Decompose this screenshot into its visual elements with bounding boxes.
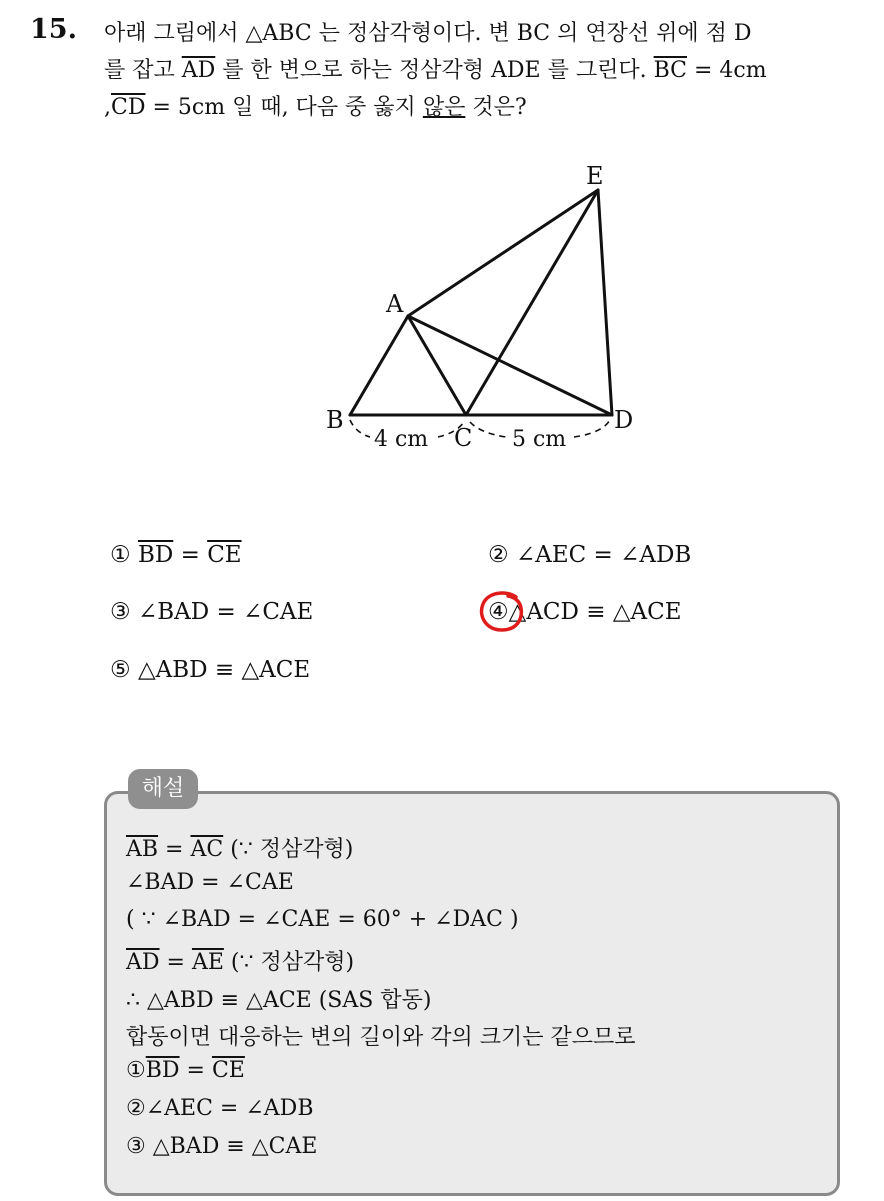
mark: ①	[126, 1058, 146, 1083]
text: 를 잡고	[104, 58, 182, 83]
choice-4-mark: ④	[488, 599, 509, 625]
choice-5[interactable]	[110, 657, 310, 683]
vertex-label-b: B	[326, 406, 344, 434]
text: 것은?	[465, 95, 527, 120]
equals: =	[179, 1058, 212, 1083]
text: ,	[104, 95, 111, 120]
reason: (∵ 정삼각형)	[223, 837, 354, 862]
dimension-label-cd: 5 cm	[512, 427, 567, 452]
segment-ad: $\overline{AD}$	[126, 950, 160, 975]
segment-ce: $\overline{CE}$	[211, 1058, 245, 1083]
dimension-curve-bc	[350, 420, 370, 437]
dimension-curve-cd	[574, 420, 610, 437]
question-line-1: 아래 그림에서 △ABC 는 정삼각형이다. 변 BC 의 연장선 위에 점 D	[104, 21, 752, 46]
equals: =	[159, 950, 192, 975]
choice-3[interactable]	[110, 599, 313, 625]
solution-line-2: ∠BAD = ∠CAE	[126, 870, 294, 895]
vertex-label-a: A	[386, 290, 404, 318]
triangle-figure	[310, 150, 650, 460]
question-line-3	[104, 90, 527, 121]
segment-cd: $\overline{CD}$	[111, 95, 146, 120]
solution-line-9: ③ △BAD ≡ △CAE	[126, 1134, 318, 1159]
segment-bd: $\overline{BD}$	[145, 1058, 180, 1083]
segment-bc: $\overline{BC}$	[653, 58, 688, 83]
choice-3-mark: ③	[110, 599, 131, 625]
solution-line-5: ∴ △ABD ≡ △ACE (SAS 합동)	[126, 988, 432, 1013]
vertex-label-c: C	[454, 424, 473, 452]
segment-ab	[350, 316, 408, 415]
choice-2-mark: ②	[488, 542, 509, 568]
solution-line-3: ( ∵ ∠BAD = ∠CAE = 60° + ∠DAC )	[126, 907, 519, 932]
choice-2[interactable]	[488, 542, 691, 568]
segment-ce: $\overline{CE}$	[207, 542, 242, 568]
question-line-2	[104, 53, 767, 84]
equals: =	[173, 542, 208, 568]
question-number: 15.	[30, 14, 77, 45]
dimension-label-bc: 4 cm	[374, 427, 429, 452]
segment-de	[598, 190, 612, 415]
solution-line-8: ②∠AEC = ∠ADB	[126, 1096, 314, 1121]
choice-1[interactable]	[110, 542, 242, 568]
segment-ae: $\overline{AE}$	[191, 950, 224, 975]
segment-ac: $\overline{AC}$	[190, 837, 224, 862]
text: 를 한 변으로 하는 정삼각형 ADE 를 그린다.	[215, 58, 654, 83]
choice-5-mark: ⑤	[110, 657, 131, 683]
choice-5-text: △ABD ≡ △ACE	[137, 657, 311, 683]
choice-3-text: ∠BAD = ∠CAE	[137, 599, 314, 625]
text: = 4cm	[687, 58, 767, 83]
segment-bd: $\overline{BD}$	[137, 542, 174, 568]
solution-line-6: 합동이면 대응하는 변의 길이와 각의 크기는 같으므로	[126, 1025, 636, 1050]
underlined-word: 않은	[422, 95, 466, 120]
answer-circle-mark	[476, 588, 528, 638]
solution-line-7	[126, 1058, 245, 1083]
choice-4-text: △ACD ≡ △ACE	[508, 599, 682, 625]
segment-ab: $\overline{AB}$	[126, 837, 159, 862]
segment-ae	[408, 190, 598, 316]
solution-line-1	[126, 832, 353, 863]
solution-line-4	[126, 945, 354, 976]
dimension-curve-cd	[470, 422, 506, 437]
equals: =	[158, 837, 191, 862]
vertex-label-d: D	[614, 406, 634, 434]
solution-tab: 해설	[128, 769, 198, 809]
choice-2-text: ∠AEC = ∠ADB	[515, 542, 692, 568]
text: = 5cm 일 때, 다음 중 옳지	[145, 95, 423, 120]
reason: (∵ 정삼각형)	[223, 950, 355, 975]
segment-ad: $\overline{AD}$	[181, 58, 216, 83]
segment-ce	[466, 190, 598, 415]
choice-1-mark: ①	[110, 542, 131, 568]
vertex-label-e: E	[586, 162, 604, 190]
